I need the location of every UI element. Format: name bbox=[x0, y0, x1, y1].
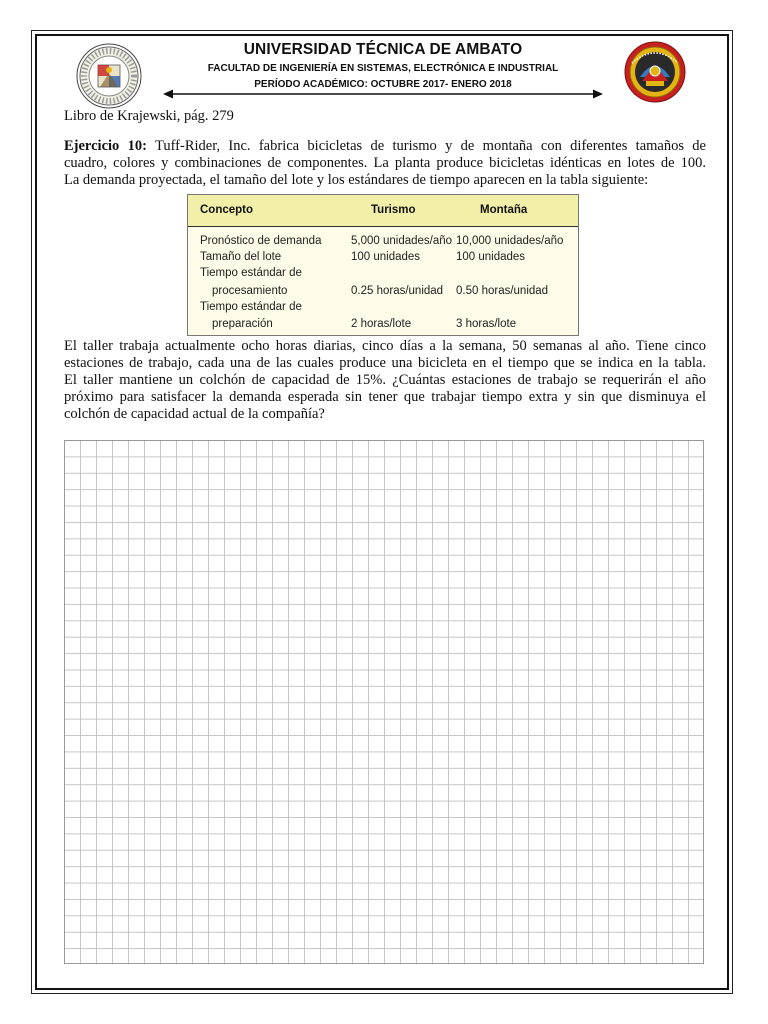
question-line-5: colchón de capacidad actual de la compañía? bbox=[64, 406, 325, 422]
exercise-line-2: cuadro, colores y combinaciones de componentes. La planta produce bicicletas idénticas en lotes de 100. bbox=[64, 155, 706, 171]
data-table bbox=[187, 194, 579, 336]
question-line-2: estaciones de trabajo, cada una de las cuales produce una bicicleta en el tiempo que se indica en la tabla. bbox=[64, 355, 706, 371]
table-header-turismo: Turismo bbox=[371, 204, 416, 216]
exercise-label: Ejercicio 10: bbox=[64, 138, 147, 154]
table-header-concepto: Concepto bbox=[200, 204, 254, 216]
table-row-2-montana: 100 unidades bbox=[456, 251, 526, 263]
table-header-montana: Montaña bbox=[480, 204, 528, 216]
question-line-3: El taller mantiene un colchón de capacidad de 15%. ¿Cuántas estaciones de trabajo se requerirán el año bbox=[64, 372, 706, 388]
table-row-1-concept: Pronóstico de demanda bbox=[200, 235, 322, 247]
question-line-4: próximo para satisfacer la demanda esperada sin tener que trabajar tiempo extra y sin que disminuya el bbox=[64, 389, 706, 405]
exercise-line-3: La demanda proyectada, el tamaño del lote y los estándares de tiempo aparecen en la tabla siguiente: bbox=[64, 172, 649, 188]
table-row-2-concept: Tamaño del lote bbox=[200, 251, 282, 263]
table-row-4-montana: 0.50 horas/unidad bbox=[456, 285, 549, 297]
table-row-2-turismo: 100 unidades bbox=[351, 251, 421, 263]
table-row-4-turismo: 0.25 horas/unidad bbox=[351, 285, 444, 297]
table-header-row bbox=[188, 195, 578, 227]
table-row-6-montana: 3 horas/lote bbox=[456, 318, 517, 330]
table-row-6-concept: preparación bbox=[212, 318, 273, 330]
header-double-arrow bbox=[163, 86, 603, 102]
exercise-line-1 bbox=[64, 138, 706, 155]
exercise-line-1-text: Tuff-Rider, Inc. fabrica bicicletas de turismo y de montaña con diferentes tamaños de bbox=[146, 138, 706, 154]
faculty-title: FACULTAD DE INGENIERÍA EN SISTEMAS, ELECTRÓNICA E INDUSTRIAL bbox=[207, 63, 559, 74]
answer-grid-area bbox=[64, 440, 704, 964]
question-paragraph bbox=[64, 338, 706, 423]
table-row-3-concept: Tiempo estándar de bbox=[200, 267, 302, 279]
university-title: UNIVERSIDAD TÉCNICA DE AMBATO bbox=[243, 41, 523, 58]
book-reference: Libro de Krajewski, pág. 279 bbox=[64, 108, 234, 124]
table-row-1-turismo: 5,000 unidades/año bbox=[351, 235, 453, 247]
question-line-1: El taller trabaja actualmente ocho horas diarias, cinco días a la semana, 50 semanas al año. Tiene cinco bbox=[64, 338, 706, 354]
table-row-5-concept: Tiempo estándar de bbox=[200, 301, 302, 313]
academic-period: PERÍODO ACADÉMICO: OCTUBRE 2017- ENERO 2018 bbox=[254, 79, 512, 90]
university-seal-icon bbox=[76, 43, 142, 109]
table-row-6-turismo: 2 horas/lote bbox=[351, 318, 412, 330]
exercise-statement bbox=[64, 138, 706, 189]
table-row-1-montana: 10,000 unidades/año bbox=[456, 235, 564, 247]
table-row-4-concept: procesamiento bbox=[212, 285, 288, 297]
faculty-shield-icon bbox=[624, 41, 686, 103]
